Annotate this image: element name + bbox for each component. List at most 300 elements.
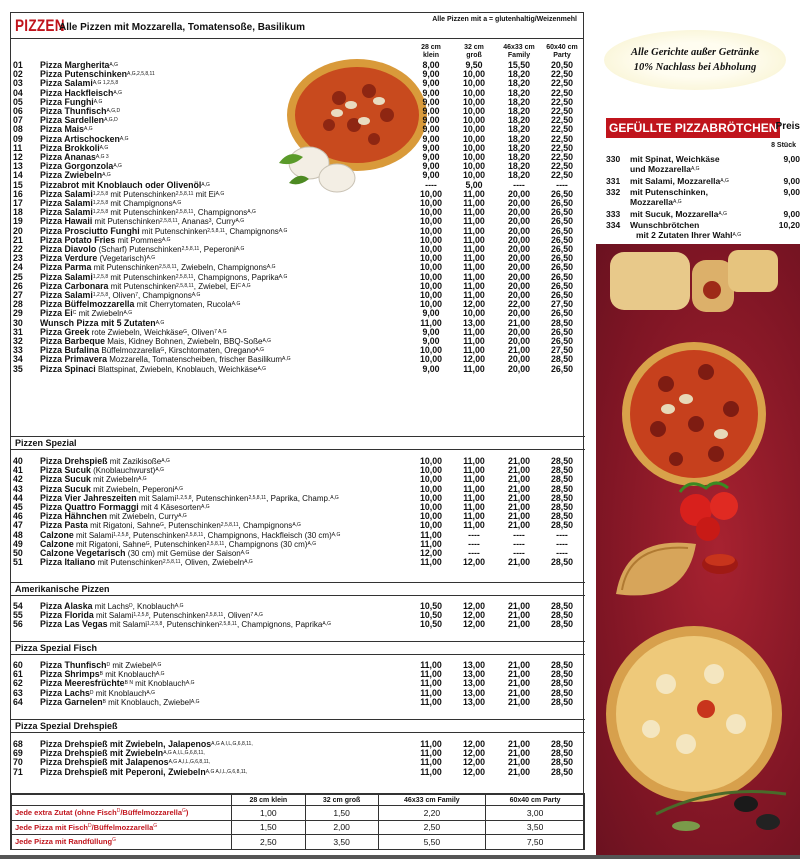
item-number: 54 <box>13 601 23 611</box>
item-price: 21,00 <box>507 601 530 611</box>
extras-price: 3,00 <box>486 806 585 821</box>
item-price: 11,00 <box>463 262 485 273</box>
item-price: 20,00 <box>507 216 530 227</box>
item-price: 11,00 <box>463 216 485 227</box>
item-price: 11,00 <box>463 483 485 494</box>
item-price: 12,00 <box>462 766 485 777</box>
menu-row <box>11 540 585 549</box>
item-name: Pizza Lachs$^D$ mit Knoblauch$^{A,G}$ <box>40 688 156 698</box>
item-price: 20,00 <box>507 244 530 254</box>
item-number: 15 <box>13 179 23 190</box>
gluten-note: Alle Pizzen mit a = glutenhaltig/Weizenmehl <box>432 16 577 23</box>
item-price: 10,50 <box>419 619 442 630</box>
item-price: 26,50 <box>550 326 573 337</box>
item-number: 14 <box>13 170 23 181</box>
item-price: 10,00 <box>419 271 442 282</box>
item-price: 22,50 <box>550 161 573 172</box>
item-name: Pizza Diavolo (Scharf) Putenschinken$^{2,5,8,11}$, Peperoni$^{A,G}$ <box>40 245 245 254</box>
menu-row <box>11 144 585 153</box>
item-name: Pizza Shrimps$^B$ mit Knoblauch$^{A,G}$ <box>40 670 165 680</box>
item-price: 11,00 <box>463 280 485 291</box>
section-header: Pizza Spezial Fisch <box>11 641 585 655</box>
item-name: Calzone mit Salami$^{1,2,5,8}$, Putenschinken$^{2,5,8,11}$, Champignons, Hackfleisch (30 cm)$^{A,G}$ <box>40 530 341 540</box>
menu-row <box>11 531 585 540</box>
menu-row <box>11 475 585 484</box>
item-price: 10,00 <box>462 308 485 319</box>
col-head-family: 46x33 cm Family <box>503 44 535 59</box>
item-number: 30 <box>13 317 23 328</box>
item-name: Pizza Drehspieß mit Peperoni, Zwiebeln$^{A,G A,I,L,G,6,8,11,}$ <box>40 767 248 777</box>
extras-price: 1,50 <box>305 806 378 821</box>
item-price: ---- <box>468 529 480 540</box>
item-price: 10,00 <box>419 244 442 254</box>
item-number: 17 <box>13 198 23 208</box>
extras-col-header: 28 cm klein <box>232 795 306 806</box>
item-price: 12,00 <box>462 757 485 768</box>
item-price: 12,00 <box>462 610 485 621</box>
item-number: 64 <box>13 696 23 707</box>
item-price: 18,20 <box>507 78 530 89</box>
menu-header <box>11 13 583 39</box>
item-name: Pizzabrot mit Knoblauch oder Olivenöl$^{A,G}$ <box>40 180 210 190</box>
item-price: 22,50 <box>550 170 573 181</box>
item-name: Pizza Vier Jahreszeiten mit Salami$^{1,2,5,8}$, Putenschinken$^{2,5,8,11}$, Paprika, Champ.$^{A,G}$ <box>40 493 339 503</box>
menu-row <box>11 171 585 180</box>
item-price: 20,00 <box>507 290 530 300</box>
item-price: 12,00 <box>462 748 485 759</box>
item-name: Pizza Gorgonzola$^{A,G}$ <box>40 162 122 172</box>
item-name: Pizza Primavera Mozzarella, Tomatenscheiben, frischer Basilikum$^{A,G}$ <box>40 355 291 365</box>
item-number: 19 <box>13 216 23 227</box>
item-price: 10,00 <box>419 520 442 531</box>
extras-table <box>11 793 585 850</box>
item-price: 21,00 <box>507 766 530 777</box>
pizza-rolls-photo <box>610 250 778 312</box>
item-price: 28,50 <box>550 557 573 568</box>
item-number: 27 <box>13 290 23 300</box>
menu-title: PIZZEN <box>15 16 65 35</box>
item-name: Pizza Artischocken$^{A,G}$ <box>40 134 129 144</box>
item-number: 05 <box>13 96 23 107</box>
item-price: 18,20 <box>507 124 530 135</box>
item-price: 18,20 <box>507 115 530 126</box>
item-price: 11,00 <box>463 290 485 300</box>
item-price: 26,50 <box>550 262 573 273</box>
item-price: 22,50 <box>550 133 573 144</box>
item-price: 20,00 <box>507 262 530 273</box>
item-price: 11,00 <box>463 492 485 503</box>
item-number: 40 <box>13 456 23 466</box>
menu-row <box>11 749 585 758</box>
item-price: 21,00 <box>507 317 530 328</box>
item-price: 11,00 <box>463 198 485 208</box>
item-number: 63 <box>13 687 23 698</box>
item-price: 9,00 <box>422 87 440 98</box>
gefuellte-item: 333 mit Sucuk, Mozzarella$^{A,G}$ 9,00 <box>606 209 800 219</box>
item-price: 12,00 <box>462 557 485 568</box>
menu-row <box>11 254 585 263</box>
item-price: ---- <box>468 538 480 549</box>
item-name: Pizza Spinaci Blattspinat, Zwiebeln, Knoblauch, Weichkäse$^{A,G}$ <box>40 364 267 374</box>
item-price: 11,00 <box>463 363 485 374</box>
extras-price: 2,00 <box>305 820 378 835</box>
item-price: 11,00 <box>463 188 485 199</box>
item-price: 21,00 <box>507 502 530 512</box>
item-price: 11,00 <box>420 669 442 680</box>
item-price: 26,50 <box>550 308 573 319</box>
item-price: 20,00 <box>507 354 530 365</box>
extras-row <box>12 820 585 835</box>
food-photo-panel <box>596 244 800 858</box>
item-price: 26,50 <box>550 244 573 254</box>
item-price: 10,00 <box>419 345 442 356</box>
menu-row <box>11 768 585 777</box>
menu-row <box>11 236 585 245</box>
item-price: 21,00 <box>507 696 530 707</box>
pickup-discount-badge: Alle Gerichte außer Getränke 10% Nachlass bei Abholung <box>604 30 786 90</box>
menu-row <box>11 263 585 272</box>
item-number: 33 <box>13 345 23 356</box>
calzone-photo <box>616 543 738 596</box>
item-name: Pizza Garnelen$^B$ mit Knoblauch, Zwiebel$^{A,G}$ <box>40 697 200 707</box>
menu-row <box>11 740 585 749</box>
item-price: 20,00 <box>507 271 530 282</box>
item-number: 22 <box>13 244 23 254</box>
menu-row <box>11 245 585 254</box>
item-price: 18,20 <box>507 133 530 144</box>
item-price: 28,50 <box>550 520 573 531</box>
item-number: 31 <box>13 326 23 337</box>
item-price: 13,00 <box>462 660 485 670</box>
menu-row <box>11 291 585 300</box>
item-price: 9,00 <box>422 78 440 89</box>
item-number: 18 <box>13 207 23 218</box>
item-price: 11,00 <box>463 225 485 236</box>
item-name: Pizza Büffelmozzarella mit Cherrytomaten, Rucola$^{A,G}$ <box>40 300 241 310</box>
item-price: ---- <box>556 548 568 558</box>
preis-label: Preis <box>775 121 800 132</box>
item-name: Pizza Salami$^{1,2,5,8}$, Oliven$^7$, Champignons$^{A,G}$ <box>40 291 201 300</box>
menu-row <box>11 328 585 337</box>
stueck-label: 8 Stück <box>771 142 796 149</box>
item-price: 28,50 <box>550 748 573 759</box>
item-number: 48 <box>13 529 23 540</box>
item-name: Calzone mit Rigatoni, Sahne$^G$, Putenschinken$^{2,5,8,11}$, Champignons (30 cm)$^{A,G}$ <box>40 539 317 549</box>
menu-row <box>11 61 585 70</box>
item-price: 28,50 <box>550 511 573 522</box>
item-number: 51 <box>13 557 23 568</box>
item-price: 21,00 <box>507 511 530 522</box>
item-price: 10,00 <box>462 170 485 181</box>
item-price: 11,00 <box>463 336 485 346</box>
item-price: 11,00 <box>420 557 442 568</box>
item-price: 9,00 <box>422 336 440 346</box>
gefuellte-item: 334 Wunschbrötchen mit 2 Zutaten Ihrer Wahl$^{A,G}$ 10,20 <box>606 220 800 240</box>
item-price: 9,00 <box>422 133 440 144</box>
item-price: 10,00 <box>462 124 485 135</box>
item-name: Pizza Parma mit Putenschinken$^{2,5,8,11}$, Zwiebeln, Champignons$^{A,G}$ <box>40 263 276 273</box>
menu-row <box>11 98 585 107</box>
item-name: Pizza Sardellen$^{A,G,D}$ <box>40 116 118 126</box>
menu-row <box>11 181 585 190</box>
item-number: 61 <box>13 669 23 680</box>
item-name: Pizza Thunfisch$^{A,G,D}$ <box>40 107 121 116</box>
item-number: 69 <box>13 748 23 759</box>
item-name: Pizza Salami$^{1,2,5,8}$ mit Putenschinken$^{2,5,8,11}$, Champignons, Paprika$^{A,G}$ <box>40 272 288 282</box>
item-price: 11,00 <box>420 317 442 328</box>
item-price: 18,20 <box>507 161 530 172</box>
item-number: 43 <box>13 483 23 494</box>
item-price: 20,50 <box>550 60 573 70</box>
item-price: 11,00 <box>420 538 442 549</box>
item-name: Pizza Mais$^{A,G}$ <box>40 125 93 135</box>
item-number: 12 <box>13 152 23 162</box>
item-name: Pizza Verdure (Vegetarisch)$^{A,G}$ <box>40 254 156 264</box>
extras-price: 2,50 <box>232 835 306 850</box>
item-price: 10,00 <box>419 465 442 476</box>
item-number: 50 <box>13 548 23 558</box>
extras-col-header: 32 cm groß <box>305 795 378 806</box>
extras-row <box>12 806 585 821</box>
item-price: 26,50 <box>550 271 573 282</box>
item-price: 28,50 <box>550 492 573 503</box>
item-price: 5,00 <box>465 179 483 190</box>
item-number: 62 <box>13 678 23 689</box>
item-name: Pizza Hawaii mit Putenschinken$^{2,5,8,11}$, Ananas$^3$, Curry$^{A,G}$ <box>40 217 245 227</box>
extras-col-header: 60x40 cm Party <box>486 795 585 806</box>
item-name: Pizza Potato Fries mit Pommes$^{A,G}$ <box>40 235 171 245</box>
menu-row <box>11 153 585 162</box>
item-price: 18,20 <box>507 106 530 116</box>
item-price: 10,00 <box>419 207 442 218</box>
item-price: 26,50 <box>550 280 573 291</box>
item-price: 12,00 <box>462 299 485 310</box>
item-price: 10,00 <box>419 262 442 273</box>
item-price: 18,20 <box>507 152 530 162</box>
item-price: 10,00 <box>462 133 485 144</box>
item-price: 26,50 <box>550 336 573 346</box>
item-price: 11,00 <box>420 687 442 698</box>
item-name: Pizza Greek rote Zwiebeln, Weichkäse$^G$, Oliven$^{7 A,G}$ <box>40 327 227 337</box>
item-price: 28,50 <box>550 354 573 365</box>
item-number: 03 <box>13 78 23 89</box>
gefuellte-item: 331 mit Salami, Mozzarella$^{A,G}$ 9,00 <box>606 176 800 186</box>
item-price: ---- <box>513 529 525 540</box>
section-header: Amerikanische Pizzen <box>11 582 585 596</box>
item-number: 46 <box>13 511 23 522</box>
item-name: Pizza Italiano mit Putenschinken$^{2,5,8,11}$, Oliven, Zwiebeln$^{A,G}$ <box>40 558 253 568</box>
menu-row <box>11 602 585 611</box>
item-name: Pizza Salami$^{A,G 1,2,5,8}$ <box>40 79 119 89</box>
item-name: Pizza Salami$^{1,2,5,8}$ mit Champignons$^{A,G}$ <box>40 199 182 208</box>
item-price: 10,00 <box>462 87 485 98</box>
item-price: 10,00 <box>419 474 442 485</box>
item-number: 21 <box>13 234 23 245</box>
menu-row <box>11 620 585 629</box>
bottom-edge <box>0 855 800 859</box>
item-price: 28,50 <box>550 669 573 680</box>
item-price: 27,50 <box>550 299 573 310</box>
item-number: 09 <box>13 133 23 144</box>
item-name: Calzone Vegetarisch (30 cm) mit Gemüse der Saison$^{A,G}$ <box>40 549 250 558</box>
item-price: 10,00 <box>419 225 442 236</box>
item-price: 11,00 <box>463 207 485 218</box>
item-name: Pizza Drehspieß mit Zazikisoße$^{A,G}$ <box>40 457 170 466</box>
item-price: 9,00 <box>422 170 440 181</box>
item-price: 20,00 <box>507 225 530 236</box>
item-price: 11,00 <box>463 345 485 356</box>
item-price: 10,00 <box>462 142 485 153</box>
item-price: 10,00 <box>462 106 485 116</box>
item-number: 55 <box>13 610 23 621</box>
menu-row <box>11 162 585 171</box>
item-price: 9,00 <box>422 106 440 116</box>
item-name: Wunsch Pizza mit 5 Zutaten$^{A,G}$ <box>40 318 165 328</box>
extras-col-header: 46x33 cm Family <box>378 795 486 806</box>
item-price: 10,00 <box>419 290 442 300</box>
item-price: 21,00 <box>507 474 530 485</box>
item-number: 06 <box>13 106 23 116</box>
item-price: 11,00 <box>463 326 485 337</box>
extras-label: Jede Pizza mit Fisch$^D$/Büffelmozzarella$^G$ <box>12 820 232 835</box>
item-price: ---- <box>513 179 525 190</box>
item-number: 28 <box>13 299 23 310</box>
item-price: 26,50 <box>550 253 573 264</box>
item-price: 21,00 <box>507 520 530 531</box>
item-price: 21,00 <box>507 465 530 476</box>
item-price: 11,00 <box>463 520 485 531</box>
item-price: 18,20 <box>507 87 530 98</box>
item-price: 12,00 <box>462 601 485 611</box>
menu-row <box>11 611 585 620</box>
menu-subtitle: Alle Pizzen mit Mozzarella, Tomatensoße, Basilikum <box>59 22 305 33</box>
item-price: ---- <box>425 179 437 190</box>
menu-row <box>11 79 585 88</box>
item-number: 70 <box>13 757 23 768</box>
item-number: 34 <box>13 354 23 365</box>
item-price: 10,00 <box>419 502 442 512</box>
item-price: 10,00 <box>419 299 442 310</box>
extras-price: 3,50 <box>486 820 585 835</box>
menu-row <box>11 199 585 208</box>
extras-price: 1,00 <box>232 806 306 821</box>
item-price: 10,00 <box>462 96 485 107</box>
menu-row <box>11 512 585 521</box>
item-price: 9,00 <box>422 69 440 80</box>
col-head-party: 60x40 cm Party <box>546 44 578 59</box>
item-price: 21,00 <box>507 678 530 689</box>
item-price: 10,00 <box>419 483 442 494</box>
item-price: 20,00 <box>507 336 530 346</box>
item-price: 28,50 <box>550 687 573 698</box>
item-price: 11,00 <box>463 474 485 485</box>
item-price: 22,50 <box>550 87 573 98</box>
item-price: ---- <box>556 179 568 190</box>
item-number: 04 <box>13 87 23 98</box>
item-price: 20,00 <box>507 198 530 208</box>
item-price: 10,00 <box>419 354 442 365</box>
item-price: 10,00 <box>462 69 485 80</box>
item-price: 12,00 <box>462 739 485 749</box>
item-price: 22,50 <box>550 152 573 162</box>
item-price: 18,20 <box>507 96 530 107</box>
item-name: Pizza Putenschinken$^{A,G,2,5,8,11}$ <box>40 70 155 80</box>
item-price: 9,00 <box>422 326 440 337</box>
section-header: Pizzen Spezial <box>11 436 585 450</box>
item-number: 60 <box>13 660 23 670</box>
menu-row <box>11 503 585 512</box>
menu-row <box>11 758 585 767</box>
item-name: Pizza Funghi$^{A,G}$ <box>40 97 103 107</box>
item-price: 21,00 <box>507 757 530 768</box>
menu-row <box>11 670 585 679</box>
item-price: 13,00 <box>462 678 485 689</box>
extras-row <box>12 835 585 850</box>
item-price: 10,00 <box>419 456 442 466</box>
item-price: 18,20 <box>507 170 530 181</box>
item-name: Pizza Thunfisch$^D$ mit Zwiebel$^{A,G}$ <box>40 661 162 670</box>
extras-price: 3,50 <box>305 835 378 850</box>
item-price: 21,00 <box>507 687 530 698</box>
extras-label: Jede Pizza mit Randfüllung$^G$ <box>12 835 232 850</box>
item-price: 26,50 <box>550 188 573 199</box>
item-price: 11,00 <box>420 696 442 707</box>
item-price: 28,50 <box>550 619 573 630</box>
item-price: 20,00 <box>507 326 530 337</box>
item-price: 11,00 <box>420 529 442 540</box>
item-price: ---- <box>513 548 525 558</box>
col-head-klein: 28 cm klein <box>421 44 441 59</box>
item-number: 24 <box>13 262 23 273</box>
item-price: 28,50 <box>550 601 573 611</box>
item-price: 10,50 <box>419 601 442 611</box>
item-price: 28,50 <box>550 757 573 768</box>
item-name: Pizza Pasta mit Rigatoni, Sahne$^G$, Putenschinken$^{2,5,8,11}$, Champignons$^{A,G}$ <box>40 521 301 531</box>
item-price: 12,00 <box>419 548 442 558</box>
menu-row <box>11 521 585 530</box>
item-price: 9,00 <box>422 363 440 374</box>
item-price: 9,00 <box>422 161 440 172</box>
item-price: 22,50 <box>550 78 573 89</box>
item-price: 11,00 <box>420 757 442 768</box>
item-price: 15,50 <box>507 60 530 70</box>
item-price: 9,00 <box>422 96 440 107</box>
menu-row <box>11 679 585 688</box>
item-price: 12,00 <box>462 354 485 365</box>
item-price: ---- <box>513 538 525 549</box>
item-number: 26 <box>13 280 23 291</box>
item-price: 26,50 <box>550 198 573 208</box>
menu-row <box>11 457 585 466</box>
item-number: 47 <box>13 520 23 531</box>
item-price: 20,00 <box>507 188 530 199</box>
item-price: 10,00 <box>419 492 442 503</box>
item-price: 10,00 <box>419 216 442 227</box>
item-price: 9,00 <box>422 115 440 126</box>
item-name: Pizza Drehspieß mit Zwiebeln, Jalapenos$^{A,G A,I,L,G,6,8,11,}$ <box>40 740 253 749</box>
gefuellte-header <box>606 118 800 138</box>
item-price: 11,00 <box>463 253 485 264</box>
item-number: 35 <box>13 363 23 374</box>
extras-price: 1,50 <box>232 820 306 835</box>
menu-row <box>11 346 585 355</box>
item-number: 41 <box>13 465 23 476</box>
item-price: 22,50 <box>550 142 573 153</box>
menu-row <box>11 300 585 309</box>
item-price: 13,00 <box>462 669 485 680</box>
item-name: Pizza Las Vegas mit Salami$^{1,2,5,8}$, Putenschinken$^{2,5,8,11}$, Champignons, Paprika$^{A,G}$ <box>40 620 331 630</box>
item-price: ---- <box>556 538 568 549</box>
